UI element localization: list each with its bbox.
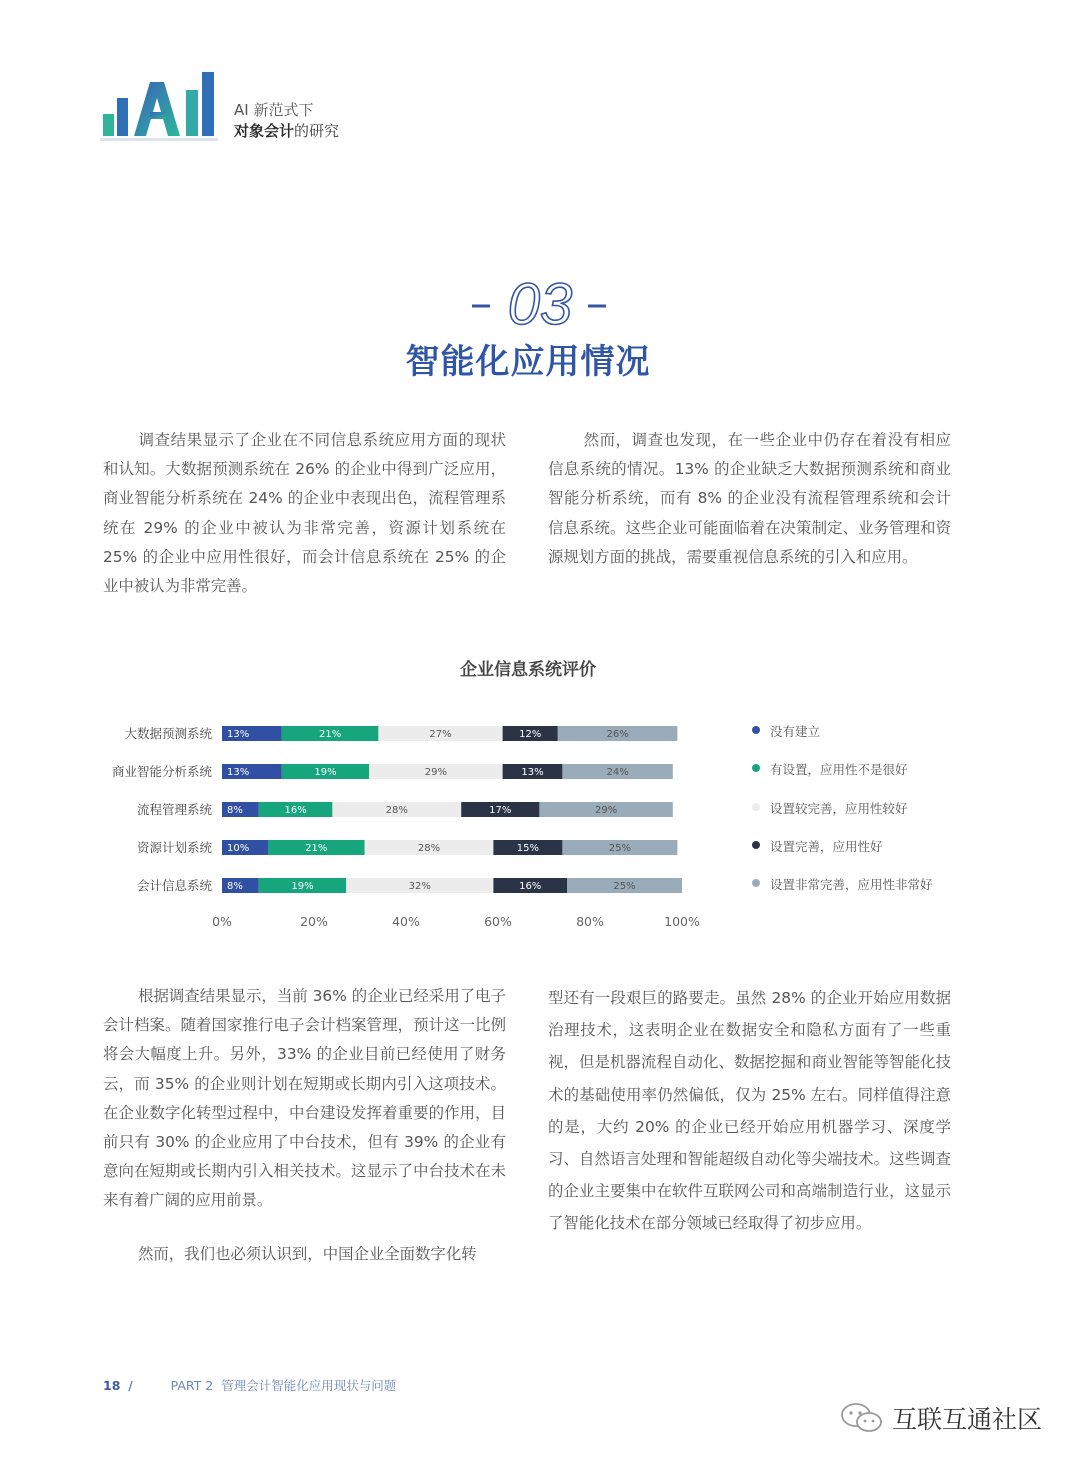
report-title-line1: AI 新范式下 (234, 101, 314, 119)
x-tick-label: 60% (484, 914, 512, 929)
report-title (234, 100, 339, 142)
data-label: 29% (594, 805, 618, 816)
paragraph-3: 根据调查结果显示，当前 36% 的企业已经采用了电子会计档案。随着国家推行电子会计档案管理，预计这一比例将会大幅度上升。另外，33% 的企业目前已经使用了财务云，而 35% 的企业则计划在短期或长期内引入这项技术。在企业数字化转型过程中，中台建设发挥着重要的作用，目前只有 30% 的企业应用了中台技术，但有 39% 的企业有意向在短期或长期内引入相关技术。这显示了中台技术在未来有着广阔的应用前景。 (103, 987, 506, 1210)
paragraph-5: 型还有一段艰巨的路要走。虽然 28% 的企业开始应用数据治理技术，这表明企业在数据安全和隐私方面有了一些重视，但是机器流程自动化、数据挖掘和商业智能等智能化技术的基础使用率仍然偏低，仅为 25% 左右。同样值得注意的是，大约 20% 的企业已经开始应用机器学习、深度学习、自然语言处理和智能超级自动化等尖端技术。这些调查的企业主要集中在软件互联网公司和高端制造行业，这显示了智能化技术在部分领域已经取得了初步应用。 (548, 989, 951, 1233)
data-label: 25% (608, 843, 632, 854)
legend-item: 设置较完善，应用性较好 (752, 799, 933, 837)
data-label: 8% (227, 805, 243, 816)
data-label: 32% (408, 881, 431, 892)
page-number: 18 (103, 1378, 121, 1393)
x-tick-label: 100% (664, 914, 700, 929)
legend-dot (752, 841, 760, 849)
data-label: 8% (227, 881, 243, 892)
x-tick-label: 40% (392, 914, 420, 929)
legend-dot (752, 879, 760, 887)
data-label: 24% (606, 767, 629, 778)
section-number-text: 03 (507, 276, 573, 332)
watermark (840, 1400, 1042, 1436)
category-label: 会计信息系统 (136, 878, 212, 893)
section-title: 智能化应用情况 (405, 342, 651, 382)
data-label: 19% (314, 767, 337, 778)
section-number (0, 276, 1080, 336)
category-label: 大数据预测系统 (124, 726, 212, 741)
data-label: 26% (606, 729, 629, 740)
data-label: 25% (613, 881, 636, 892)
paragraph-4: 然而，我们也必须认识到，中国企业全面数字化转 (138, 1245, 477, 1263)
legend-item: 设置完善，应用性好 (752, 837, 933, 875)
data-label: 16% (284, 805, 307, 816)
data-label: 19% (291, 881, 314, 892)
data-label: 13% (227, 729, 250, 740)
paragraph-1: 调查结果显示了企业在不同信息系统应用方面的现状和认知。大数据预测系统在 26% 的企业中得到广泛应用，商业智能分析系统在 24% 的企业中表现出色，流程管理系统在 29% 的企业中被认为非常完善，资源计划系统在 25% 的企业中应用性很好，而会计信息系统在 25% 的企业中被认为非常完善。 (103, 431, 506, 596)
data-label: 29% (424, 767, 448, 778)
ai-logo (100, 68, 225, 148)
legend-dot (752, 803, 760, 811)
data-label: 28% (417, 843, 441, 854)
page-footer (103, 1376, 396, 1394)
category-label: 商业智能分析系统 (111, 764, 212, 779)
data-label: 15% (516, 843, 540, 854)
report-title-bold: 对象会计 (234, 122, 295, 140)
paragraph-2: 然而，调查也发现，在一些企业中仍存在着没有相应信息系统的情况。13% 的企业缺乏大数据预测系统和商业智能分析系统，而有 8% 的企业没有流程管理系统和会计信息系统。这些企业可能面临着在决策制定、业务管理和资源规划方面的挑战，需要重视信息系统的引入和应用。 (548, 431, 951, 566)
data-label: 12% (519, 729, 542, 740)
category-label: 流程管理系统 (136, 802, 212, 817)
legend-item: 设置非常完善，应用性非常好 (752, 875, 933, 913)
chart-title: 企业信息系统评价 (460, 660, 596, 680)
x-tick-label: 20% (300, 914, 328, 929)
legend-dot (752, 764, 760, 772)
data-label: 13% (521, 767, 544, 778)
x-tick-label: 80% (576, 914, 604, 929)
watermark-text: 互联互通社区 (892, 1405, 1043, 1434)
legend-item: 有设置，应用性不是很好 (752, 760, 933, 798)
report-title-rest: 的研究 (294, 122, 340, 140)
footer-divider: / (128, 1378, 133, 1393)
data-label: 13% (227, 767, 250, 778)
data-label: 27% (429, 729, 452, 740)
category-label: 资源计划系统 (136, 840, 212, 855)
stacked-bar-chart (0, 700, 740, 940)
data-label: 16% (519, 881, 542, 892)
data-label: 10% (227, 843, 250, 854)
data-label: 21% (305, 843, 328, 854)
report-title-line2 (234, 121, 339, 142)
legend-item: 没有建立 (752, 722, 933, 760)
data-label: 17% (489, 805, 512, 816)
x-tick-label: 0% (212, 914, 232, 929)
footer-part: PART 2 (170, 1378, 214, 1393)
chart-legend (752, 722, 933, 913)
data-label: 21% (318, 729, 342, 740)
legend-dot (752, 726, 760, 734)
wechat-icon (840, 1401, 884, 1435)
footer-chapter: 管理会计智能化应用现状与问题 (221, 1378, 397, 1393)
data-label: 28% (385, 805, 408, 816)
